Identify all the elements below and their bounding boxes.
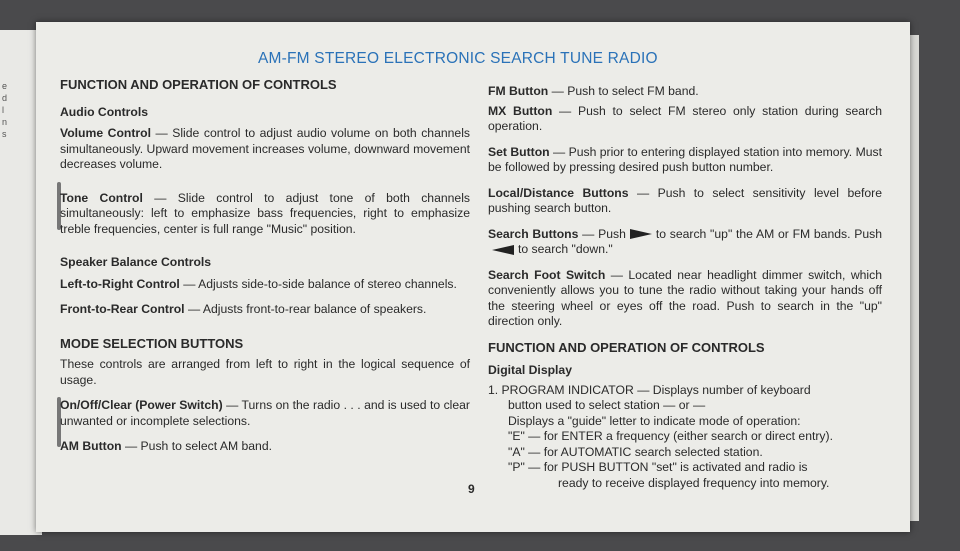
manual-page <box>36 22 910 532</box>
fm-button-paragraph <box>488 84 882 100</box>
search-buttons-term: Search Buttons <box>488 226 579 241</box>
on-off-clear-text: — Turns on the radio . . . and is used to clear unwanted or incomplete selections. <box>60 398 470 428</box>
left-to-right-term: Left-to-Right Control <box>60 276 180 291</box>
mx-button-text: — Push to select FM stereo only station during search operation. <box>488 103 882 133</box>
am-button-term: AM Button <box>60 439 122 453</box>
program-indicator-line: Displays a "guide" letter to indicate mode of operation: <box>508 413 801 428</box>
spine-text-fragments: e d l n s <box>2 81 8 139</box>
mx-button-paragraph <box>488 104 882 135</box>
arrow-left-icon <box>492 245 514 255</box>
right-column <box>488 84 882 491</box>
program-indicator-line: 1. PROGRAM INDICATOR — Displays number of keyboard <box>488 382 811 397</box>
search-buttons-text-2: to search "up" the AM or FM bands. Push <box>655 226 882 241</box>
volume-control-paragraph <box>60 126 470 173</box>
digital-display-heading: Digital Display <box>488 363 572 377</box>
page-number: 9 <box>468 482 475 496</box>
set-button-term: Set Button <box>488 144 550 159</box>
left-column <box>60 77 470 465</box>
volume-control-text: — Slide control to adjust audio volume on both channels simultaneously. Upward movement increases volume, downward movement decreases volume. <box>60 126 470 171</box>
mode-p-line: "P" — for PUSH BUTTON "set" is activated and radio is <box>508 460 808 474</box>
mode-p-line-continued: ready to receive displayed frequency into memory. <box>558 475 830 490</box>
front-to-rear-text: — Adjusts front-to-rear balance of speakers. <box>184 302 427 316</box>
mode-selection-heading: MODE SELECTION BUTTONS <box>60 335 244 351</box>
search-foot-switch-paragraph <box>488 268 882 330</box>
mode-selection-paragraph: These controls are arranged from left to right in the logical sequence of usage. <box>60 357 470 387</box>
fm-button-term: FM Button <box>488 84 549 98</box>
mode-e-line: "E" — for ENTER a frequency (either search or direct entry). <box>508 429 833 443</box>
am-button-text: — Push to select AM band. <box>121 439 272 453</box>
tone-control-paragraph <box>60 191 470 238</box>
mode-a-line: "A" — for AUTOMATIC search selected station. <box>508 444 763 459</box>
front-to-rear-term: Front-to-Rear Control <box>60 302 185 316</box>
search-buttons-text-3: to search "down." <box>518 242 613 256</box>
left-to-right-text: — Adjusts side-to-side balance of stereo channels. <box>179 276 457 291</box>
on-off-clear-paragraph <box>60 398 470 429</box>
front-to-rear-paragraph <box>60 302 470 318</box>
local-distance-term: Local/Distance Buttons <box>488 185 629 200</box>
search-buttons-text-1: — Push <box>578 226 626 241</box>
volume-control-term: Volume Control <box>60 126 151 140</box>
speaker-balance-heading: Speaker Balance Controls <box>60 255 212 269</box>
search-foot-switch-text: — Located near headlight dimmer switch, which conveniently allows you to tune the radio without taking your hands off the steering wheel or eyes off the road. Push to search in the "up" direction only. <box>488 267 883 328</box>
local-distance-paragraph <box>488 186 882 217</box>
local-distance-text: — Push to select sensitivity level before pushing search button. <box>488 185 883 215</box>
arrow-right-icon <box>630 229 652 239</box>
search-buttons-paragraph <box>488 227 882 258</box>
tone-control-term: Tone Control <box>60 190 143 205</box>
section-heading: FUNCTION AND OPERATION OF CONTROLS <box>60 77 337 92</box>
am-button-paragraph <box>60 439 470 455</box>
program-indicator-line: button used to select station — or — <box>508 398 706 412</box>
fm-button-text: — Push to select FM band. <box>548 84 699 98</box>
mx-button-term: MX Button <box>488 103 553 118</box>
page-header-title: AM-FM STEREO ELECTRONIC SEARCH TUNE RADIO <box>258 50 658 67</box>
audio-controls-heading: Audio Controls <box>60 104 149 119</box>
set-button-paragraph <box>488 145 882 176</box>
tone-control-text: — Slide control to adjust tone of both channels simultaneously: left to emphasize bass frequencies, right to emphasize treble frequencies, center is full range "Music" position. <box>60 190 471 236</box>
left-to-right-paragraph <box>60 277 470 293</box>
section-heading-right: FUNCTION AND OPERATION OF CONTROLS <box>488 339 765 355</box>
on-off-clear-term: On/Off/Clear (Power Switch) <box>60 398 223 412</box>
search-foot-switch-term: Search Foot Switch <box>488 267 606 282</box>
set-button-text: — Push prior to entering displayed station into memory. Must be followed by pressing desired push button number. <box>488 144 882 174</box>
